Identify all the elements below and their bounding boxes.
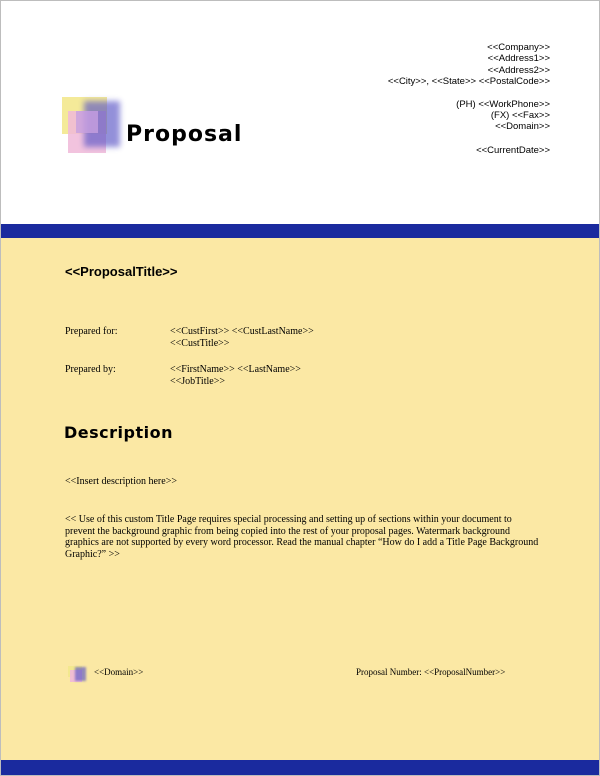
- address1-line: <<Address1>>: [487, 53, 550, 65]
- prepared-by-label: Prepared by:: [65, 364, 116, 375]
- proposal-title: <<ProposalTitle>>: [65, 264, 178, 279]
- current-date: <<CurrentDate>>: [476, 144, 550, 156]
- footer-domain: <<Domain>>: [94, 667, 144, 677]
- document-title: Proposal: [126, 122, 243, 147]
- title-page-notice: << Use of this custom Title Page requires special processing and setting up of sections within your document to prevent the background graphic from being copied into the rest of your proposal pages. Watermark background graphics are not supported by every word processor. Read the manual chapter “How do I add a Title Page Background Graphic?” >>: [65, 514, 539, 560]
- fax-line: (FX) <<Fax>>: [490, 110, 550, 122]
- city-state-line: <<City>>, <<State>> <<PostalCode>>: [387, 76, 550, 88]
- domain-line: <<Domain>>: [495, 121, 550, 133]
- prepared-for-label: Prepared for:: [65, 326, 118, 337]
- phone-line: (PH) <<WorkPhone>>: [456, 98, 550, 110]
- prepared-by-title: <<JobTitle>>: [170, 376, 225, 387]
- address2-line: <<Address2>>: [487, 64, 550, 76]
- section-heading-description: Description: [64, 423, 173, 442]
- footer-proposal-number: Proposal Number: <<ProposalNumber>>: [356, 667, 506, 677]
- company-line: <<Company>>: [487, 42, 550, 53]
- prepared-for-title: <<CustTitle>>: [170, 338, 230, 349]
- prepared-for-name: <<CustFirst>> <<CustLastName>>: [170, 326, 314, 337]
- prepared-by-name: <<FirstName>> <<LastName>>: [170, 364, 301, 375]
- insert-description-placeholder: <<Insert description here>>: [65, 476, 177, 487]
